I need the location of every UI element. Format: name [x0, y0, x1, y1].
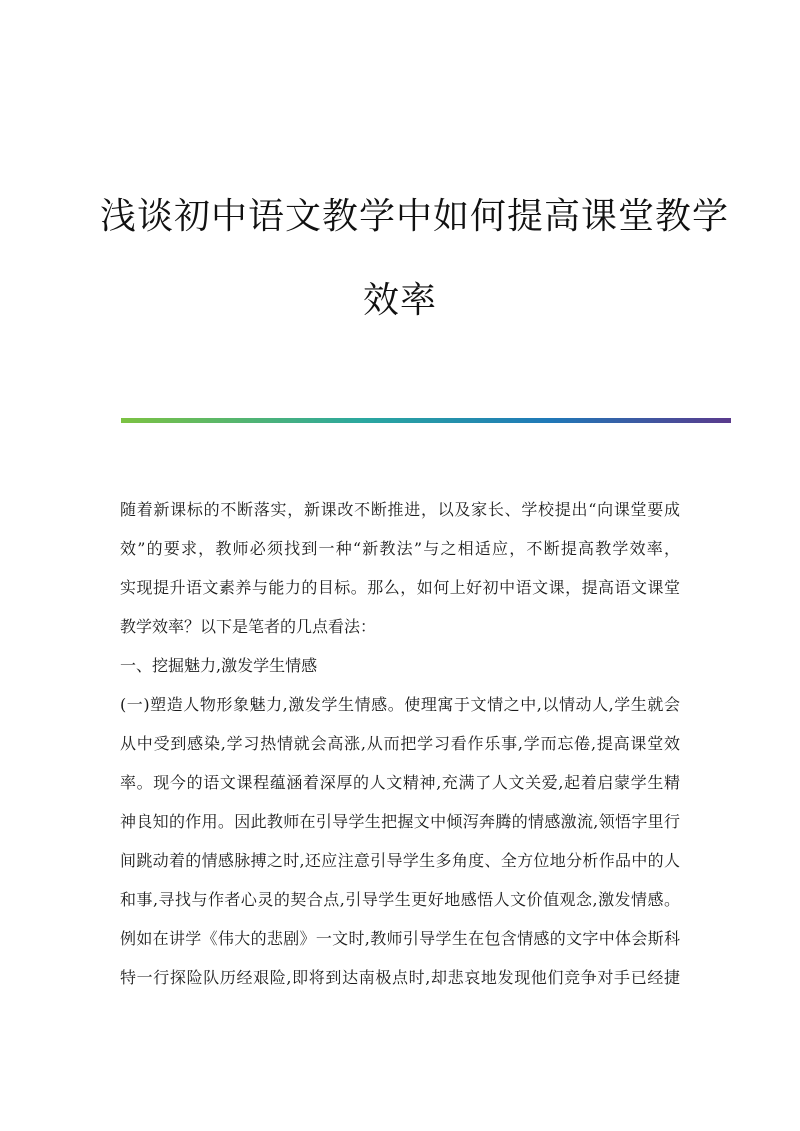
body-line: 实现提升语文素养与能力的目标。那么，如何上好初中语文课，提高语文课堂: [120, 578, 680, 597]
section-heading: 一、挖掘魅力,激发学生情感: [120, 656, 318, 675]
body-line: 例如在讲学《伟大的悲剧》一文时,教师引导学生在包含情感的文字中体会斯科: [120, 929, 680, 948]
body-line: 间跳动着的情感脉搏之时,还应注意引导学生多角度、全方位地分析作品中的人: [120, 851, 680, 870]
body-line: 率。现今的语文课程蕴涵着深厚的人文精神,充满了人文关爱,起着启蒙学生精: [120, 773, 680, 792]
body-line: 随着新课标的不断落实，新课改不断推进，以及家长、学校提出“向课堂要成: [120, 500, 680, 519]
body-line: (一)塑造人物形象魅力,激发学生情感。使理寓于文情之中,以情动人,学生就会: [120, 695, 680, 714]
document-body: [120, 490, 680, 997]
gradient-divider: [121, 418, 731, 423]
body-line: 和事,寻找与作者心灵的契合点,引导学生更好地感悟人文价值观念,激发情感。: [120, 890, 680, 909]
document-title-line-2: 效率: [362, 280, 437, 321]
body-line: 从中受到感染,学习热情就会高涨,从而把学习看作乐事,学而忘倦,提高课堂效: [120, 734, 680, 753]
body-line: 神良知的作用。因此教师在引导学生把握文中倾泻奔腾的情感激流,领悟字里行: [120, 812, 680, 831]
document-title-line-1: 浅谈初中语文教学中如何提高课堂教学: [100, 196, 730, 237]
body-line: 教学效率？以下是笔者的几点看法：: [120, 617, 377, 636]
body-line: 效”的要求，教师必须找到一种“新教法”与之相适应，不断提高教学效率，: [120, 539, 680, 558]
body-line: 特一行探险队历经艰险,即将到达南极点时,却悲哀地发现他们竞争对手已经捷: [120, 968, 680, 987]
